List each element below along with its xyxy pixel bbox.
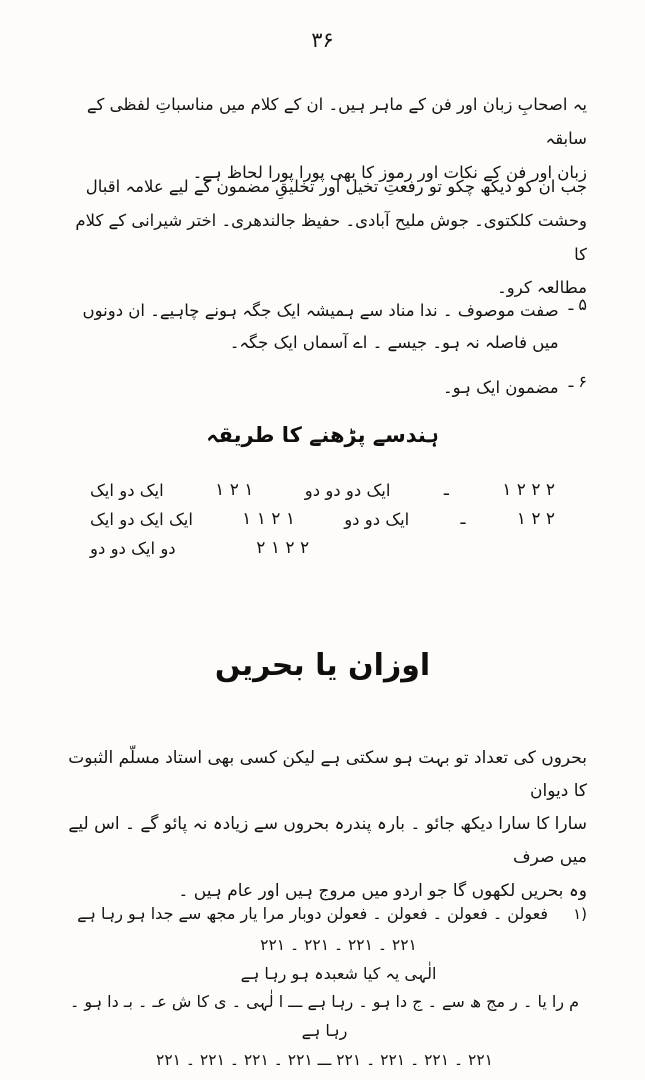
cell-right-digits: ۲ ۲ ۱ ۲ <box>256 538 310 558</box>
list-item-number: ۵ ـ <box>568 295 587 314</box>
list-item-text <box>62 295 559 359</box>
paragraph-2-line-2: وحشت کلکتوی۔ جوش ملیح آبادی۔ حفیظ جالندھری۔ اختر شیرانی کے کلام کا <box>75 210 587 264</box>
page-number: ۳۶ <box>311 28 334 52</box>
cell-right-words: دو ایک دو دو <box>90 538 176 558</box>
cell-left-words: ایک دو دو <box>344 509 410 529</box>
meters-paragraph-line-3: وہ بحریں لکھوں گا جو اردو میں مروج ہیں اور عام ہیں ۔ <box>178 880 587 901</box>
table-row <box>90 538 555 558</box>
heading-meters: اوزان یا بحریں <box>214 648 431 683</box>
cell-right-words: ایک ایک دو ایک <box>90 509 193 529</box>
verse-example-1 <box>62 900 587 989</box>
list-item-number: ۶ ـ <box>568 372 587 391</box>
cell-dash: ـ <box>460 509 466 529</box>
cell-dash: ـ <box>443 480 449 500</box>
verse-example-1-breakdown <box>62 988 587 1075</box>
paragraph-1-line-1: یہ اصحابِ زبان اور فن کے ماہر ہیں۔ ان کے کلام میں مناسباتِ لفظی کے سابقہ <box>86 95 587 148</box>
paragraph-1-line-2: زبان اور فن کے نکات اور رموز کا بھی پورا پورا لحاظ ہے۔ <box>192 162 587 182</box>
cell-right-digits: ۱ ۲ ۱ ۱ <box>242 509 295 529</box>
list-item-text <box>62 372 559 404</box>
numbered-list-2 <box>62 372 587 408</box>
verse-syllable-breakdown: م را یا ۔ ر مج ھ سے ۔ ج دا ہو ۔ رہا ہے ـــ ا لٰہی ۔ ی کا ش عـ ۔ بـ دا ہو ۔ رہا ہے <box>69 992 580 1040</box>
list-item-line: مضمون ایک ہو۔ <box>443 378 559 397</box>
scansion-table <box>90 480 555 567</box>
cell-left-digits: ۲ ۲ ۲ ۱ <box>502 480 555 500</box>
paragraph-2-line-3: مطالعہ کرو۔ <box>497 278 587 298</box>
cell-left-digits: ۲ ۲ ۱ <box>516 509 555 529</box>
heading-scansion-method: ہندسے پڑھنے کا طریقہ <box>206 423 439 447</box>
list-item <box>62 372 587 404</box>
table-row <box>90 480 555 500</box>
list-item-line: میں فاصلہ نہ ہو۔ جیسے ۔ اے آسماں ایک جگہ۔ <box>229 333 559 353</box>
list-item <box>62 295 587 359</box>
meters-paragraph <box>62 742 587 908</box>
cell-right-words: ایک دو ایک <box>90 480 164 500</box>
meters-paragraph-line-2: سارا کا سارا دیکھ جائو ۔ بارہ پندرہ بحروں سے زیادہ نہ پائو گے ۔ اس لیے میں صرف <box>68 814 587 868</box>
verse-scansion: ۲۲۱ ۔ ۲۲۱ ۔ ۲۲۱ ۔ ۲۲۱ <box>260 935 417 954</box>
list-item-line: صفت موصوف ۔ ندا مناد سے ہمیشہ ایک جگہ ہونے چاہیے۔ ان دونوں <box>82 301 559 320</box>
verse-row <box>62 900 587 929</box>
numbered-list <box>62 295 587 363</box>
verse-syllable-scansion: ۲۲۱ ۔ ۲۲۱ ۔ ۲۲۱ ۔ ۲۲۱ ـــ ۲۲۱ ۔ ۲۲۱ ۔ ۲۲۱ ۔ ۲۲۱ <box>156 1050 493 1069</box>
meters-paragraph-line-1: بحروں کی تعداد تو بہت ہو سکتی ہے لیکن کسی بھی استاد مسلّم الثبوت کا دیوان <box>68 748 587 802</box>
cell-right-digits: ۱ ۲ ۱ <box>215 480 254 500</box>
verse-text-second-hemistich: الٰہی یہ کیا شعبدہ ہو رہا ہے <box>240 964 437 984</box>
table-row <box>90 509 555 529</box>
verse-text: فعولن ۔ فعولن ۔ فعولن ۔ فعولن دوبار مرا یار مجھ سے جدا ہو رہا ہے <box>77 904 548 923</box>
paragraph-2 <box>62 170 587 305</box>
paragraph-2-line-1: جب ان کو دیکھ چکو تو رفعتِ تخیل اور تخلیقِ مضمون کے لیے علامہ اقبال <box>85 177 587 196</box>
cell-left-words: ایک دو دو دو <box>304 480 391 500</box>
verse-marker: (۱ <box>573 905 587 923</box>
